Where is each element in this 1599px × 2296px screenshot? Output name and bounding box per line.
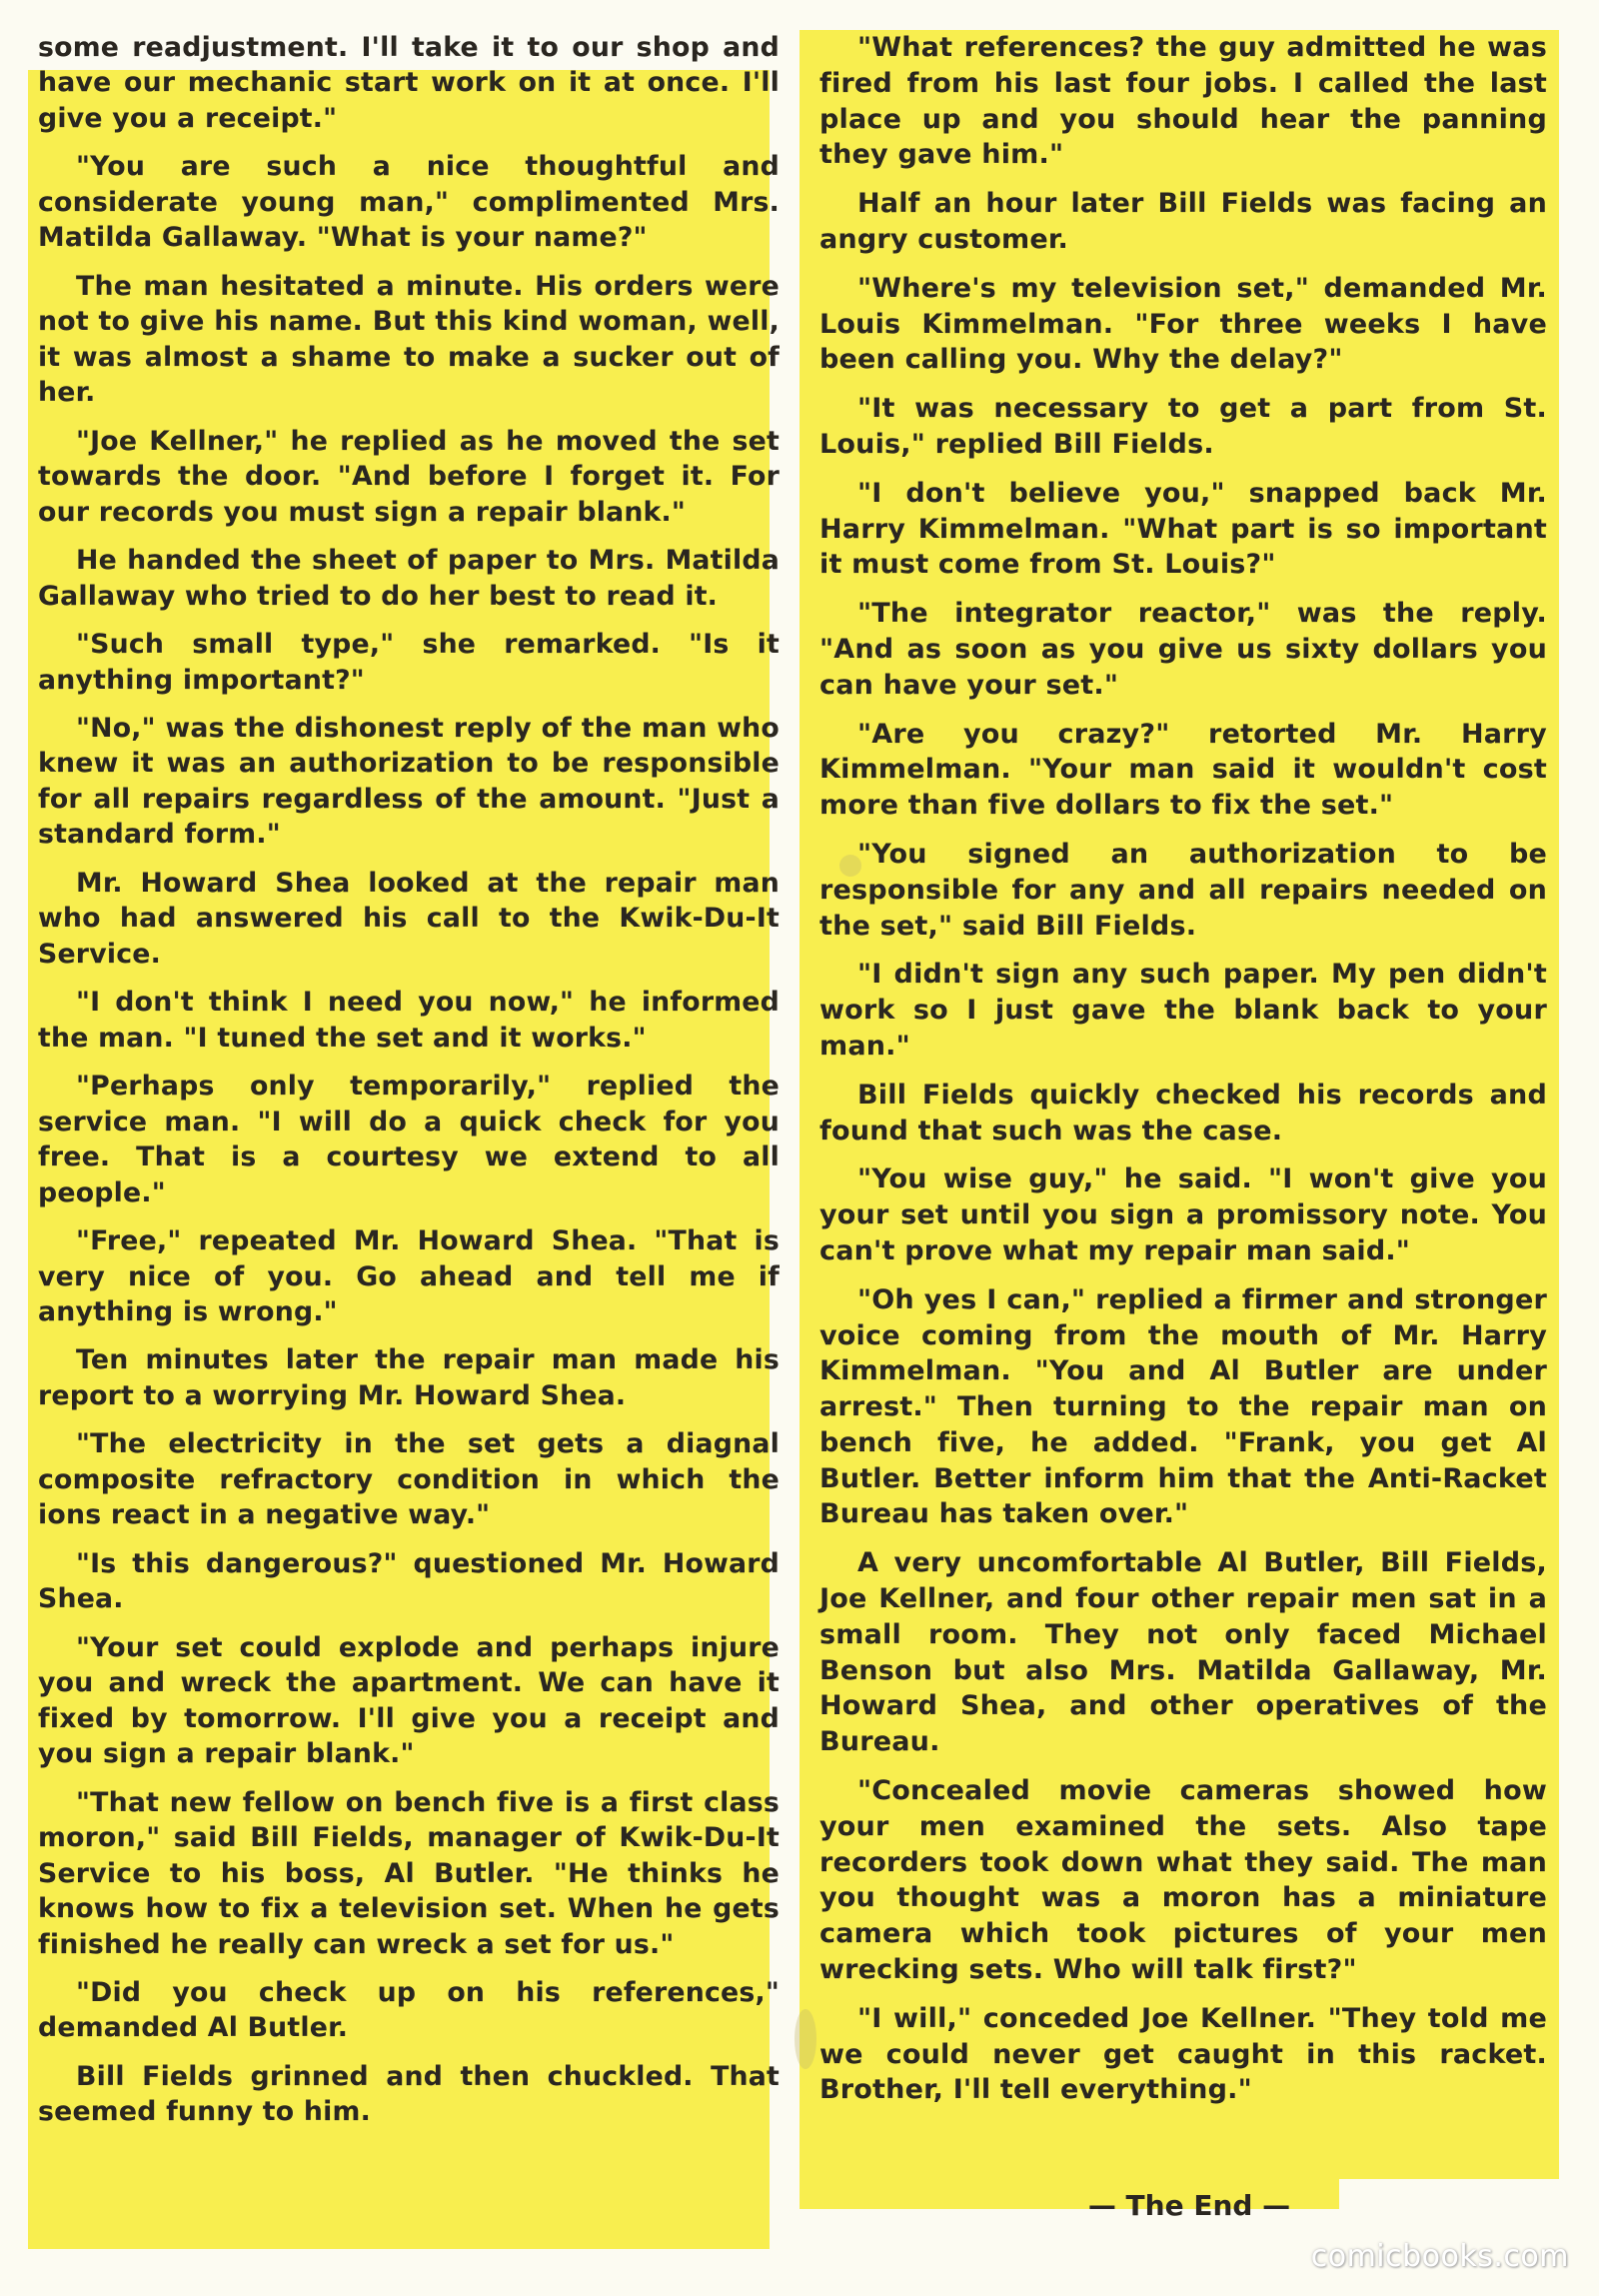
paragraph: "No," was the dishonest reply of the man who knew it was an authorization to be responsible for all repairs regardless of the amount. "Just a standard form." <box>38 712 780 851</box>
ink-smudge <box>795 2009 816 2069</box>
paragraph: "Is this dangerous?" questioned Mr. Howard Shea. <box>38 1547 780 1615</box>
left-text-column <box>38 30 780 2143</box>
paragraph: Half an hour later Bill Fields was facing an angry customer. <box>819 188 1547 255</box>
paragraph: "You are such a nice thoughtful and considerate young man," complimented Mrs. Matilda Gallaway. "What is your name?" <box>38 151 780 254</box>
paragraph: "Joe Kellner," he replied as he moved the set towards the door. "And before I forget it. For our records you must sign a repair blank." <box>38 425 780 528</box>
paragraph: "I don't believe you," snapped back Mr. Harry Kimmelman. "What part is so important it must come from St. Louis?" <box>819 477 1547 581</box>
paragraph: "I didn't sign any such paper. My pen didn't work so I just gave the blank back to your man." <box>819 959 1547 1062</box>
paragraph: "The integrator reactor," was the reply. "And as soon as you give us sixty dollars you can have your set." <box>819 598 1547 701</box>
paragraph: "Your set could explode and perhaps injure you and wreck the apartment. We can have it fixed by tomorrow. I'll give you a receipt and you sign a repair blank." <box>38 1631 780 1770</box>
paragraph: A very uncomfortable Al Butler, Bill Fields, Joe Kellner, and four other repair men sat in a small room. They not only faced Michael Benson but also Mrs. Matilda Gallaway, Mr. Howard Shea, and other operatives of the Bureau. <box>819 1547 1547 1758</box>
paragraph: "What references? the guy admitted he was fired from his last four jobs. I called the last place up and you should hear the panning they gave him." <box>819 32 1547 171</box>
paragraph: "Oh yes I can," replied a firmer and stronger voice coming from the mouth of Mr. Harry Kimmelman. "You and Al Butler are under arrest." Then turning to the repair man on bench five, he added. "Frank, you get Al Butler. Better inform him that the Anti-Racket Bureau has taken over." <box>819 1283 1547 1530</box>
right-text-column <box>819 30 1547 2121</box>
paragraph: "I don't think I need you now," he informed the man. "I tuned the set and it works." <box>38 987 780 1054</box>
paragraph: "Perhaps only temporarily," replied the service man. "I will do a quick check for you free. That is a courtesy we extend to all people." <box>38 1071 780 1208</box>
paragraph: Bill Fields grinned and then chuckled. That seemed funny to him. <box>38 2060 780 2128</box>
paragraph: "Did you check up on his references," demanded Al Butler. <box>38 1976 780 2044</box>
paragraph: "Are you crazy?" retorted Mr. Harry Kimmelman. "Your man said it wouldn't cost more than five dollars to fix the set." <box>819 718 1547 822</box>
paragraph: "Such small type," she remarked. "Is it anything important?" <box>38 629 780 696</box>
paragraph: "That new fellow on bench five is a first class moron," said Bill Fields, manager of Kwik-Du-It Service to his boss, Al Butler. "He thinks he knows how to fix a television set. When he gets finished he really can wreck a set for us." <box>38 1786 780 1960</box>
paragraph: "You signed an authorization to be responsible for any and all repairs needed on the set," said Bill Fields. <box>819 838 1547 942</box>
paragraph: "Where's my television set," demanded Mr. Louis Kimmelman. "For three weeks I have been calling you. Why the delay?" <box>819 272 1547 376</box>
paragraph: some readjustment. I'll take it to our shop and have our mechanic start work on it at once. I'll give you a receipt." <box>38 32 780 134</box>
paragraph: The man hesitated a minute. His orders were not to give his name. But this kind woman, well, it was almost a shame to make a sucker out of her. <box>38 270 780 409</box>
paragraph: "You wise guy," he said. "I won't give you your set until you sign a promissory note. You can't prove what my repair man said." <box>819 1163 1547 1266</box>
paragraph: Ten minutes later the repair man made his report to a worrying Mr. Howard Shea. <box>38 1344 780 1411</box>
paragraph: He handed the sheet of paper to Mrs. Matilda Gallaway who tried to do her best to read it. <box>38 545 780 612</box>
paragraph: "Free," repeated Mr. Howard Shea. "That is very nice of you. Go ahead and tell me if anything is wrong." <box>38 1225 780 1327</box>
paragraph: "Concealed movie cameras showed how your men examined the sets. Also tape recorders took down what they said. The man you thought was a moron has a miniature camera which took pictures of your men wrecking sets. Who will talk first?" <box>819 1775 1547 1986</box>
paragraph: "It was necessary to get a part from St. Louis," replied Bill Fields. <box>819 393 1547 460</box>
paragraph: "I will," conceded Joe Kellner. "They told me we could never get caught in this racket. Brother, I'll tell everything." <box>819 2002 1547 2106</box>
the-end-label: — The End — <box>1087 2189 1291 2222</box>
paragraph: Bill Fields quickly checked his records and found that such was the case. <box>819 1079 1547 1147</box>
paragraph: Mr. Howard Shea looked at the repair man who had answered his call to the Kwik-Du-It Service. <box>38 867 780 970</box>
paragraph: "The electricity in the set gets a diagnal composite refractory condition in which the ions react in a negative way." <box>38 1428 780 1531</box>
watermark-text: comicbooks.com <box>1310 2239 1569 2274</box>
